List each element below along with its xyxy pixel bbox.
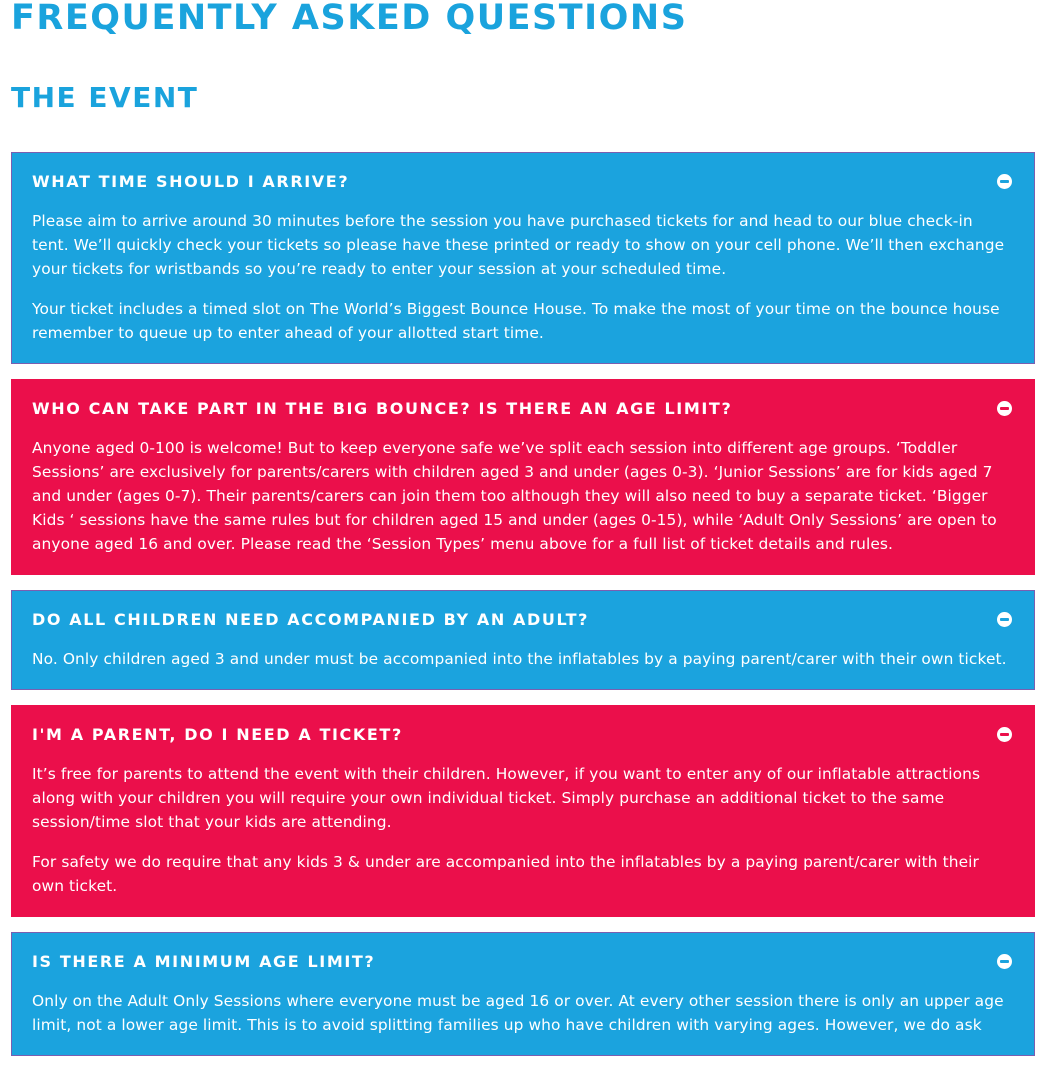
faq-header[interactable] xyxy=(32,609,1014,631)
section-title: THE EVENT xyxy=(11,81,199,114)
faq-answer xyxy=(32,647,1014,671)
faq-answer-paragraph: For safety we do require that any kids 3 & under are accompanied into the inflatables by a paying parent/carer with their own ticket. xyxy=(32,853,979,895)
page-title: FREQUENTLY ASKED QUESTIONS xyxy=(11,0,688,38)
faq-answer xyxy=(32,209,1014,345)
faq-answer xyxy=(32,989,1014,1037)
minus-circle-icon[interactable] xyxy=(997,401,1012,416)
faq-header[interactable] xyxy=(32,724,1014,746)
faq-header[interactable] xyxy=(32,171,1014,193)
minus-circle-icon[interactable] xyxy=(997,612,1012,627)
faq-answer xyxy=(32,762,1014,898)
faq-question[interactable]: WHO CAN TAKE PART IN THE BIG BOUNCE? IS THERE AN AGE LIMIT? xyxy=(32,399,733,418)
faq-item-accompanied xyxy=(11,590,1035,690)
faq-header[interactable] xyxy=(32,951,1014,973)
faq-item-minimum-age xyxy=(11,932,1035,1056)
faq-question[interactable]: IS THERE A MINIMUM AGE LIMIT? xyxy=(32,952,376,971)
faq-answer-paragraph: Anyone aged 0-100 is welcome! But to keep everyone safe we’ve split each session into different age groups. ‘Toddler Sessions’ are exclusively for parents/carers with children aged 3 and under (ages 0-3). ‘Junior Sessions’ are for kids aged 7 and under (ages 0-7). Their parents/carers can join them too although they will also need to buy a separate ticket. ‘Bigger Kids ‘ sessions have the same rules but for children aged 15 and under (ages 0-15), while ‘Adult Only Sessions’ are open to anyone aged 16 and over. Please read the ‘Session Types’ menu above for a full list of ticket details and rules. xyxy=(32,439,997,553)
faq-answer xyxy=(32,436,1014,556)
faq-answer-paragraph: Your ticket includes a timed slot on The World’s Biggest Bounce House. To make the most of your time on the bounce house remember to queue up to enter ahead of your allotted start time. xyxy=(32,300,1000,342)
faq-item-age-limit xyxy=(11,379,1035,575)
faq-answer-paragraph: Only on the Adult Only Sessions where everyone must be aged 16 or over. At every other session there is only an upper age limit, not a lower age limit. This is to avoid splitting families up who have children with varying ages. However, we do ask xyxy=(32,992,1004,1034)
faq-answer-paragraph: No. Only children aged 3 and under must be accompanied into the inflatables by a paying parent/carer with their own ticket. xyxy=(32,650,1007,668)
faq-answer-paragraph: It’s free for parents to attend the event with their children. However, if you want to enter any of our inflatable attractions along with your children you will require your own individual ticket. Simply purchase an additional ticket to the same session/time slot that your kids are attending. xyxy=(32,765,981,831)
faq-question[interactable]: I'M A PARENT, DO I NEED A TICKET? xyxy=(32,725,403,744)
faq-accordion xyxy=(11,152,1035,1067)
faq-question[interactable]: DO ALL CHILDREN NEED ACCOMPANIED BY AN ADULT? xyxy=(32,610,590,629)
faq-item-parent-ticket xyxy=(11,705,1035,917)
minus-circle-icon[interactable] xyxy=(997,174,1012,189)
faq-question[interactable]: WHAT TIME SHOULD I ARRIVE? xyxy=(32,172,350,191)
faq-answer-paragraph: Please aim to arrive around 30 minutes before the session you have purchased tickets for and head to our blue check-in tent. We’ll quickly check your tickets so please have these printed or ready to show on your cell phone. We’ll then exchange your tickets for wristbands so you’re ready to enter your session at your scheduled time. xyxy=(32,212,1005,278)
faq-header[interactable] xyxy=(32,398,1014,420)
minus-circle-icon[interactable] xyxy=(997,954,1012,969)
faq-item-arrival xyxy=(11,152,1035,364)
minus-circle-icon[interactable] xyxy=(997,727,1012,742)
